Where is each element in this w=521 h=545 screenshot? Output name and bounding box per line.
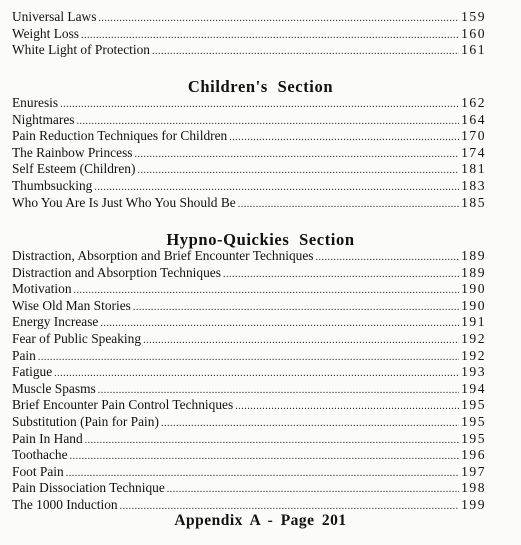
entry-title: Fear of Public Speaking	[12, 330, 142, 346]
entry-page-number: 191	[461, 314, 486, 330]
entry-page-number: 195	[461, 397, 486, 413]
toc-entry	[12, 298, 486, 315]
entry-page-number: 164	[461, 111, 486, 127]
entry-page-number: 190	[461, 297, 486, 313]
toc-entry	[12, 195, 486, 212]
toc-entry	[12, 480, 486, 497]
entry-title: Toothache	[12, 447, 68, 463]
toc-list-children	[12, 95, 486, 211]
entry-page-number: 193	[461, 364, 486, 380]
dot-leader	[152, 44, 459, 61]
dot-leader	[74, 283, 460, 300]
entry-title: Pain	[12, 347, 36, 363]
dot-leader	[238, 197, 459, 214]
toc-entry	[12, 281, 486, 298]
entry-title: Substitution (Pain for Pain)	[12, 413, 159, 429]
entry-title: Distraction, Absorption and Brief Encounter Techniques	[12, 248, 314, 263]
entry-page-number: 170	[461, 128, 486, 144]
dot-leader	[85, 433, 459, 450]
toc-entry	[12, 431, 486, 448]
entry-page-number: 199	[461, 496, 486, 512]
entry-title: Thumbsucking	[12, 177, 93, 193]
toc-entry	[12, 497, 486, 514]
toc-entry	[12, 447, 486, 464]
entry-page-number: 196	[461, 447, 486, 463]
section-heading-children: Children's Section	[187, 77, 334, 96]
entry-title: The 1000 Induction	[12, 496, 118, 512]
entry-title: Motivation	[12, 281, 72, 297]
toc-entry	[12, 145, 486, 162]
entry-page-number: 162	[461, 95, 486, 110]
entry-page-number: 198	[461, 480, 486, 496]
entry-page-number: 195	[461, 413, 486, 429]
entry-page-number: 174	[461, 144, 486, 160]
toc-entry	[12, 248, 486, 265]
entry-page-number: 181	[461, 161, 486, 177]
dot-leader	[229, 130, 459, 147]
entry-title: Nightmares	[12, 111, 75, 127]
entry-title: Pain Reduction Techniques for Children	[12, 128, 228, 144]
toc-entry	[12, 178, 486, 195]
entry-page-number: 190	[461, 281, 486, 297]
toc-entry	[12, 381, 486, 398]
entry-title: Fatigue	[12, 364, 53, 380]
entry-title: Muscle Spasms	[12, 380, 96, 396]
dot-leader	[223, 267, 459, 284]
section-heading-hypno-quickies: Hypno-Quickies Section	[166, 230, 355, 249]
dot-leader	[235, 399, 459, 416]
toc-entry	[12, 414, 486, 431]
dot-leader	[100, 316, 459, 333]
dot-leader	[161, 416, 459, 433]
entry-page-number: 161	[461, 42, 486, 58]
entry-title: Energy Increase	[12, 314, 99, 330]
toc-entry	[12, 464, 486, 481]
entry-page-number: 160	[461, 25, 486, 41]
toc-entry	[12, 42, 486, 59]
entry-page-number: 192	[461, 347, 486, 363]
entry-page-number: 189	[461, 264, 486, 280]
entry-title: Weight Loss	[12, 25, 79, 41]
toc-entry	[12, 9, 486, 26]
entry-title: Enuresis	[12, 95, 59, 110]
toc-list-hypno-quickies	[12, 248, 486, 514]
entry-title: Distraction and Absorption Techniques	[12, 264, 221, 280]
dot-leader	[133, 300, 459, 317]
dot-leader	[137, 163, 459, 180]
dot-leader	[316, 250, 460, 267]
page-footer: Appendix A - Page 201	[174, 512, 347, 529]
entry-title: White Light of Protection	[12, 42, 150, 58]
dot-leader	[98, 11, 459, 28]
toc-entry	[12, 128, 486, 145]
entry-page-number: 195	[461, 430, 486, 446]
entry-title: Pain In Hand	[12, 430, 83, 446]
entry-page-number: 189	[461, 248, 486, 263]
entry-page-number: 194	[461, 380, 486, 396]
entry-page-number: 183	[461, 177, 486, 193]
toc-entry	[12, 314, 486, 331]
toc-entry	[12, 26, 486, 43]
toc-list-top	[12, 9, 486, 59]
entry-page-number: 159	[461, 9, 486, 24]
toc-entry	[12, 364, 486, 381]
toc-entry	[12, 95, 486, 112]
entry-page-number: 197	[461, 463, 486, 479]
toc-entry	[12, 112, 486, 129]
dot-leader	[167, 482, 459, 499]
entry-title: Wise Old Man Stories	[12, 297, 131, 313]
toc-entry	[12, 348, 486, 365]
dot-leader	[135, 147, 460, 164]
entry-page-number: 192	[461, 330, 486, 346]
dot-leader	[60, 97, 459, 114]
toc-entry	[12, 331, 486, 348]
toc-entry	[12, 397, 486, 414]
toc-entry	[12, 161, 486, 178]
entry-title: Who You Are Is Just Who You Should Be	[12, 194, 236, 210]
entry-title: Self Esteem (Children)	[12, 161, 136, 177]
entry-title: Brief Encounter Pain Control Techniques	[12, 397, 234, 413]
entry-page-number: 185	[461, 194, 486, 210]
dot-leader	[143, 333, 459, 350]
entry-title: The Rainbow Princess	[12, 144, 133, 160]
dot-leader	[70, 449, 460, 466]
entry-title: Universal Laws	[12, 9, 97, 24]
entry-title: Pain Dissociation Technique	[12, 480, 165, 496]
dot-leader	[54, 366, 459, 383]
entry-title: Foot Pain	[12, 463, 64, 479]
dot-leader	[38, 350, 459, 367]
toc-entry	[12, 265, 486, 282]
